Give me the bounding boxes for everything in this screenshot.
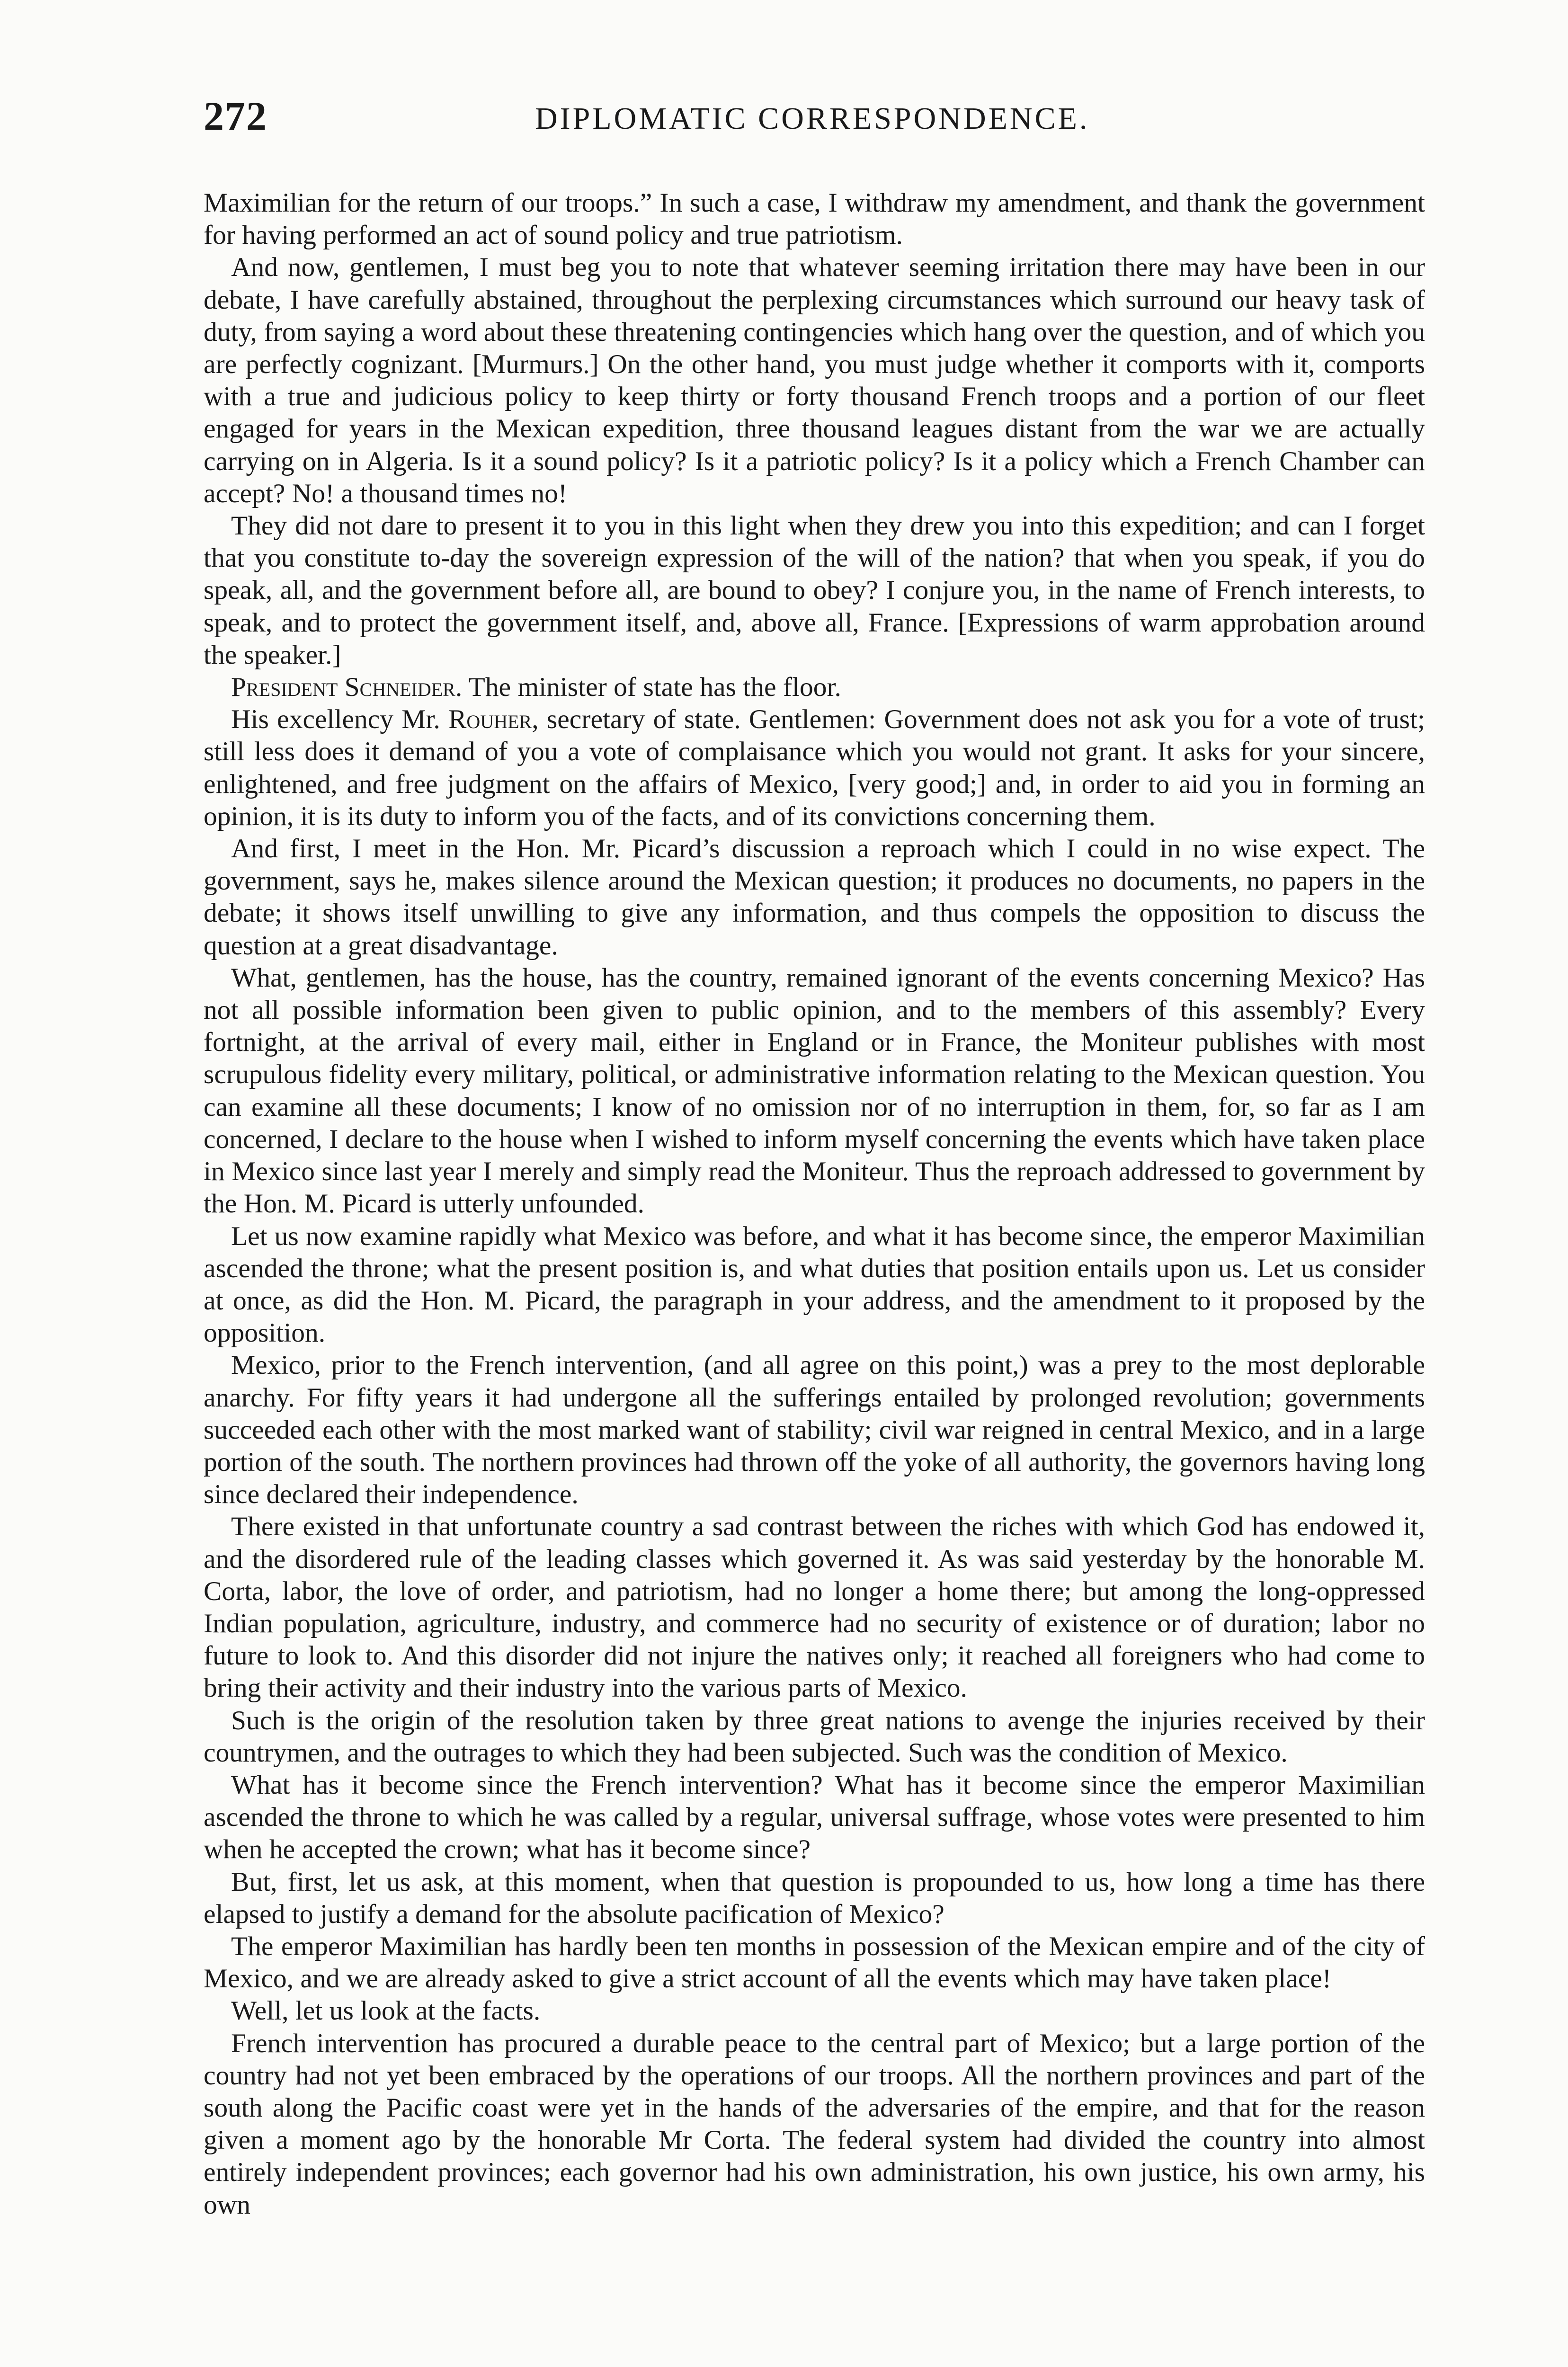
paragraph-text: What has it become since the French intervention? What has it become since the emperor Maximilian ascended the throne to which he was called by a regular, universal suffrage, whose votes were presented to him when he accepted the crown; what has it become since? [204,1770,1425,1865]
paragraph-text: The emperor Maximilian has hardly been ten months in possession of the Mexican empire and of the city of Mexico, and we are already asked to give a strict account of all the events which may have taken place! [204,1931,1425,1994]
speaker-name: President Schneider. [231,672,463,703]
paragraph-11 [204,1705,1425,1769]
paragraph-4 [204,671,1425,703]
body-text [204,187,1425,2221]
paragraph-text: secretary of state. Gentlemen: Government does not ask you for a vote of trust; still less does it demand of you a vote of complaisance which you would not grant. It asks for your sincere, enlightened, and free judgment on the affairs of Mexico, [very good;] and, in order to aid you in forming an opinion, it is its duty to inform you of the facts, and of its convictions concerning them. [204,704,1425,831]
paragraph-text: What, gentlemen, has the house, has the country, remained ignorant of the events concerning Mexico? Has not all possible information been given to public opinion, and to the members of this assembly? Every fortnight, at the arrival of every mail, either in England or in France, the Moniteur publishes with most scrupulous fidelity every military, political, or administrative information relating to the Mexican question. You can examine all these documents; I know of no omission nor of no interruption in them, for, so far as I am concerned, I declare to the house when I wished to inform myself concerning the events which have taken place in Mexico since last year I merely and simply read the Moniteur. Thus the reproach addressed to government by the Hon. M. Picard is utterly unfounded. [204,962,1425,1219]
paragraph-5 [204,703,1425,833]
paragraph-1 [204,187,1425,251]
speaker-name: Rouher, [448,704,539,735]
paragraph-text: Mexico, prior to the French intervention, (and all agree on this point,) was a prey to the most deplorable anarchy. For fifty years it had undergone all the sufferings entailed by prolonged revolution; governments succeeded each other with the most marked want of stability; civil war reigned in central Mexico, and in a large portion of the south. The northern provinces had thrown off the yoke of all authority, the governors having long since declared their independence. [204,1350,1425,1510]
paragraph-text: The minister of state has the floor. [462,672,841,703]
paragraph-3 [204,510,1425,671]
paragraph-15 [204,1995,1425,2027]
paragraph-text: And first, I meet in the Hon. Mr. Picard’s discussion a reproach which I could in no wise expect. The government, says he, makes silence around the Mexican question; it produces no documents, no papers in the debate; it shows itself unwilling to give any information, and thus compels the opposition to discuss the question at a great disadvantage. [204,834,1425,961]
paragraph-text: But, first, let us ask, at this moment, when that question is propounded to us, how long a time has there elapsed to justify a demand for the absolute pacification of Mexico? [204,1867,1425,1929]
paragraph-10 [204,1511,1425,1704]
paragraph-2 [204,251,1425,510]
paragraph-text: Such is the origin of the resolution taken by three great nations to avenge the injuries received by their countrymen, and the outrages to which they had been subjected. Such was the condition of Mexico. [204,1705,1425,1768]
paragraph-text: Let us now examine rapidly what Mexico was before, and what it has become since, the emperor Maximilian ascended the throne; what the present position is, and what duties that position entails upon us. Let us consider at once, as did the Hon. M. Picard, the paragraph in your address, and the amendment to it proposed by the opposition. [204,1221,1425,1348]
paragraph-text: Maximilian for the return of our troops.” In such a case, I withdraw my amendment, and thank the government for having performed an act of sound policy and true patriotism. [204,188,1425,250]
paragraph-text: French intervention has procured a durable peace to the central part of Mexico; but a large portion of the country had not yet been embraced by the operations of our troops. All the northern provinces and part of the south along the Pacific coast were yet in the hands of the adversaries of the empire, and that for the reason given a moment ago by the honorable Mr Corta. The federal system had divided the country into almost entirely independent provinces; each governor had his own administration, his own justice, his own army, his own [204,2028,1425,2220]
speaker-prefix: His excellency Mr. [231,704,449,735]
paragraph-13 [204,1866,1425,1931]
paragraph-14 [204,1931,1425,1995]
running-head: DIPLOMATIC CORRESPONDENCE. [535,101,1090,136]
paragraph-text: Well, let us look at the facts. [231,1996,541,2026]
paragraph-6 [204,833,1425,962]
paragraph-text: They did not dare to present it to you in this light when they drew you into this expedition; and can I forget that you constitute to-day the sovereign expression of the will of the nation? that when you speak, if you do speak, all, and the government before all, are bound to obey? I conjure you, in the name of French interests, to speak, and to protect the government itself, and, above all, France. [Expressions of warm approbation around the speaker.] [204,511,1425,670]
paragraph-9 [204,1349,1425,1511]
paragraph-text: There existed in that unfortunate country a sad contrast between the riches with which God has endowed it, and the disordered rule of the leading classes which governed it. As was said yesterday by the honorable M. Corta, labor, the love of order, and patriotism, had no longer a home there; but among the long-oppressed Indian population, agriculture, industry, and commerce had no security of existence or of duration; labor no future to look to. And this disorder did not injure the natives only; it reached all foreigners who had come to bring their activity and their industry into the various parts of Mexico. [204,1512,1425,1703]
paragraph-12 [204,1769,1425,1866]
paragraph-16 [204,2028,1425,2221]
page-number: 272 [204,93,267,139]
paragraph-8 [204,1220,1425,1350]
paragraph-text: And now, gentlemen, I must beg you to note that whatever seeming irritation there may have been in our debate, I have carefully abstained, throughout the perplexing circumstances which surround our heavy task of duty, from saying a word about these threatening contingencies which hang over the question, and of which you are perfectly cognizant. [Murmurs.] On the other hand, you must judge whether it comports with it, comports with a true and judicious policy to keep thirty or forty thousand French troops and a portion of our fleet engaged for years in the Mexican expedition, three thousand leagues distant from the war we are actually carrying on in Algeria. Is it a sound policy? Is it a patriotic policy? Is it a policy which a French Chamber can accept? No! a thousand times no! [204,252,1425,508]
paragraph-7 [204,962,1425,1220]
page-header [204,92,1425,144]
